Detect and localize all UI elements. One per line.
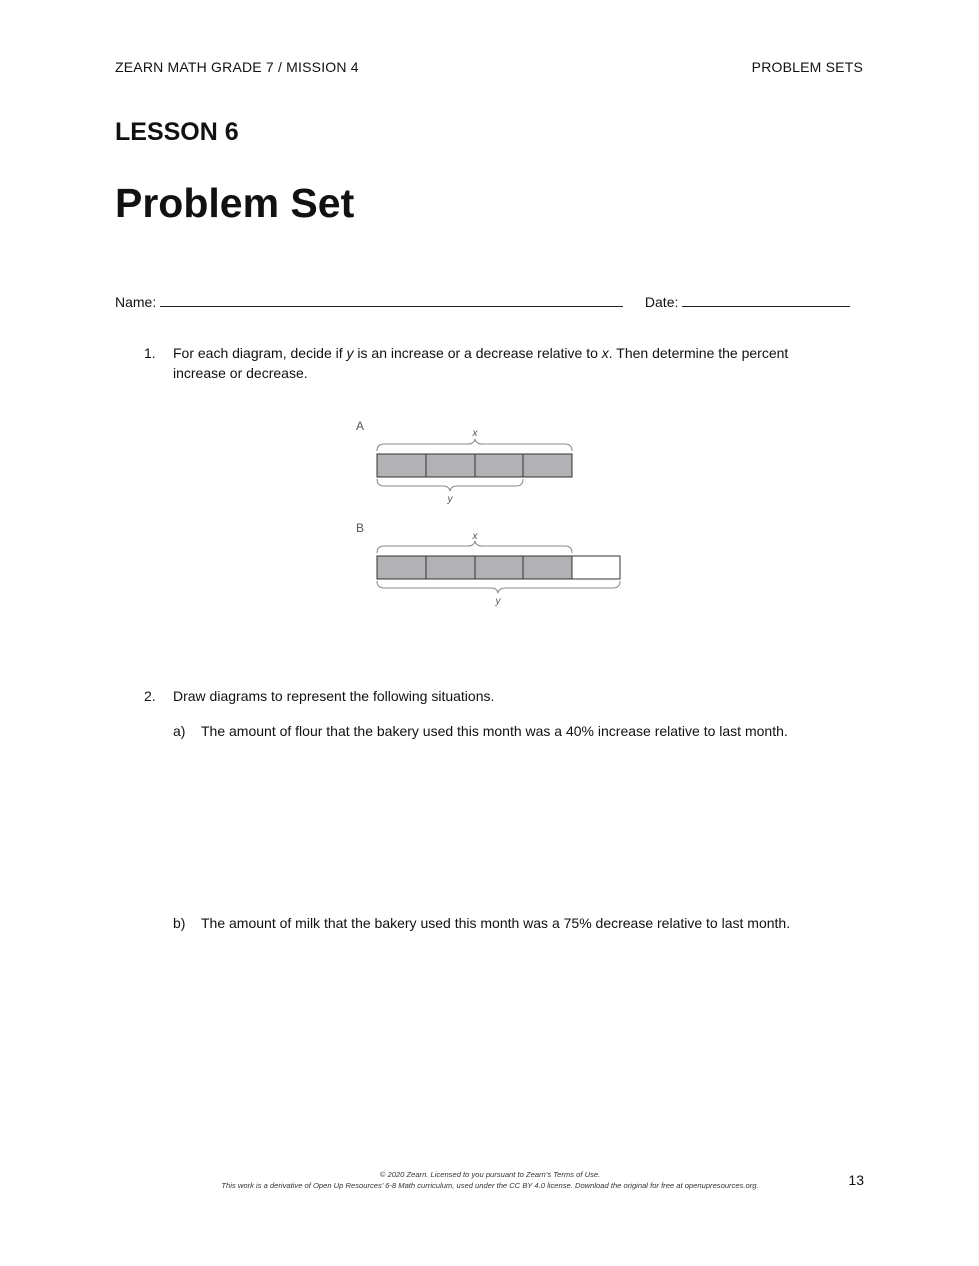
header-left: ZEARN MATH GRADE 7 / MISSION 4: [115, 59, 359, 75]
diagram-a-box: [523, 454, 572, 477]
diagram-a-box: [377, 454, 426, 477]
footer-license: This work is a derivative of Open Up Resources’ 6-8 Math curriculum, used under the CC BY 4.0 license. Download the original for free at openupresources.org.: [221, 1181, 759, 1190]
diagram-a-box: [475, 454, 523, 477]
name-label: Name:: [115, 294, 157, 310]
diagram-b-x-label: x: [472, 531, 478, 542]
diagram-a-box: [426, 454, 475, 477]
diagram-a-y-brace: [377, 479, 523, 491]
diagram-a-tape: [377, 454, 572, 477]
diagram-b-y-label: y: [495, 596, 501, 607]
diagram-b-box: [523, 556, 572, 579]
problem-text: Draw diagrams to represent the following situations.: [173, 688, 495, 704]
diagram-b-y-brace: [377, 581, 620, 593]
problem-text: For each diagram, decide if y is an increase or a decrease relative to x. Then determine the percent increase or decrease.: [173, 345, 789, 381]
diagram-b-label: B: [356, 521, 365, 535]
diagram-b-tape: [377, 556, 620, 579]
problem-1: [144, 343, 844, 381]
diagram-a-label: A: [356, 419, 365, 433]
subpart-label: b): [173, 915, 186, 931]
name-date-row: [115, 292, 850, 310]
diagram-b-box-unshaded: [572, 556, 620, 579]
subpart-text: The amount of milk that the bakery used this month was a 75% decrease relative to last month.: [201, 915, 791, 931]
page-number: 13: [848, 1172, 864, 1188]
diagram-b-box: [377, 556, 426, 579]
page-title: Problem Set: [115, 180, 355, 226]
subpart-text: The amount of flour that the bakery used this month was a 40% increase relative to last month.: [201, 723, 788, 739]
problem-2: [144, 686, 844, 706]
header-right: PROBLEM SETS: [751, 59, 863, 75]
lesson-label: LESSON 6: [115, 118, 239, 146]
problem-number: 1.: [144, 345, 156, 361]
subpart-label: a): [173, 723, 186, 739]
diagram-b-box: [475, 556, 523, 579]
date-label: Date:: [644, 294, 679, 310]
diagram-b-x-brace: [377, 541, 572, 553]
diagram-b-box: [426, 556, 475, 579]
tape-diagram: [350, 415, 630, 615]
diagram-a-y-label: y: [447, 494, 453, 505]
name-field[interactable]: [160, 292, 623, 307]
footer-copyright: © 2020 Zearn. Licensed to you pursuant to Zearn’s Terms of Use.: [379, 1170, 601, 1179]
date-field[interactable]: [682, 292, 850, 307]
problem-number: 2.: [144, 688, 156, 704]
diagram-a-x-label: x: [472, 428, 478, 439]
diagram-a-x-brace: [377, 439, 572, 451]
footer: [150, 1169, 830, 1191]
